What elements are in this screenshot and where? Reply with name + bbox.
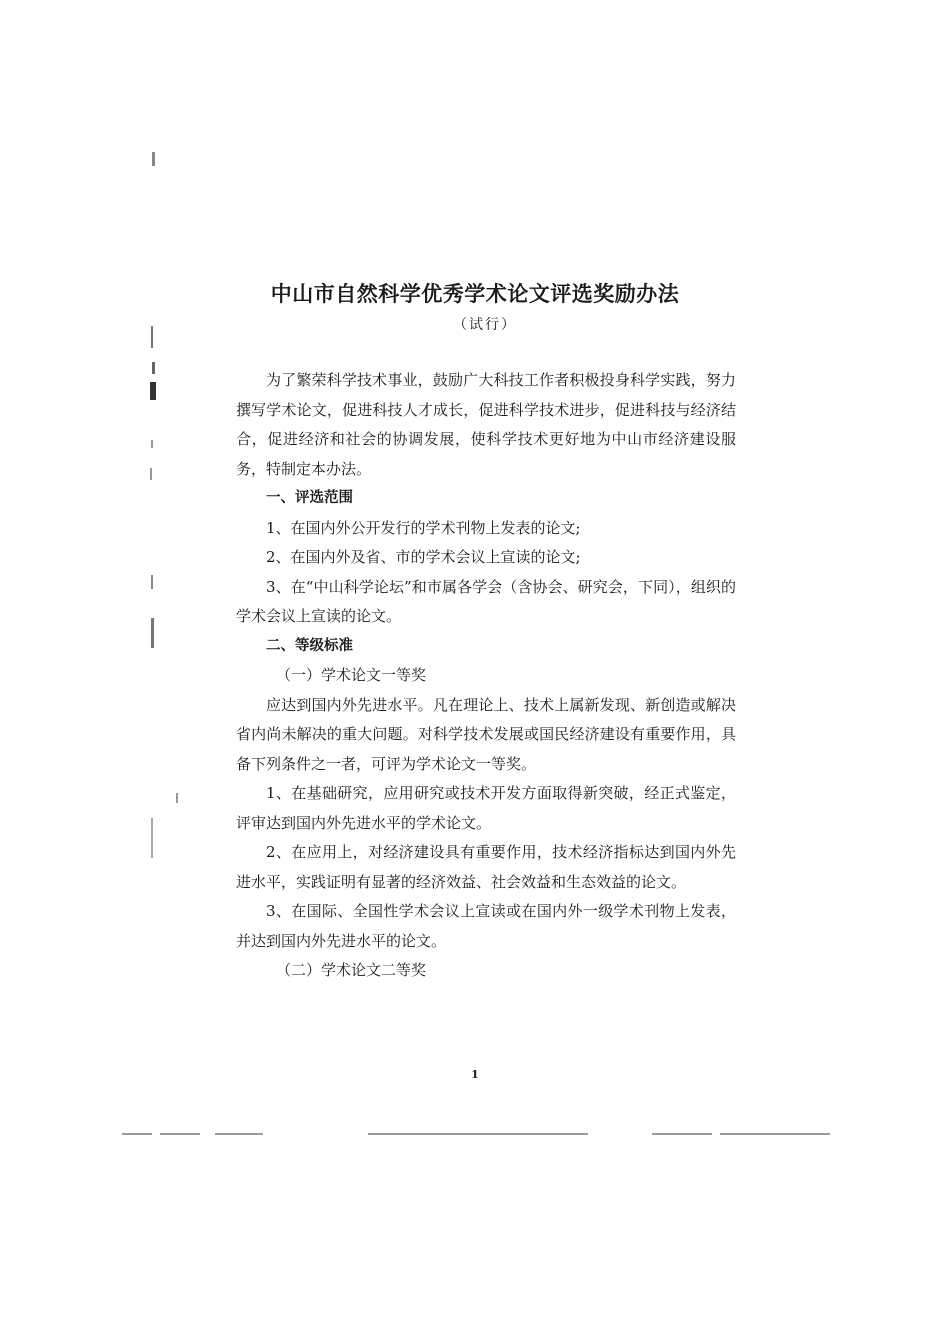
scan-mark bbox=[152, 362, 155, 374]
scan-mark bbox=[151, 440, 153, 448]
scan-mark bbox=[151, 575, 153, 589]
list-item: 1、在基础研究，应用研究或技术开发方面取得新突破，经正式鉴定，评审达到国内外先进水平的学术论文。 bbox=[236, 784, 736, 832]
scan-line bbox=[215, 1133, 263, 1135]
section-heading: 一、评选范围 bbox=[266, 490, 353, 506]
page-number: 1 bbox=[471, 1068, 479, 1081]
scan-mark bbox=[151, 818, 153, 858]
list-item: 1、在国内外公开发行的学术刊物上发表的论文; bbox=[266, 518, 581, 537]
scan-line bbox=[122, 1133, 152, 1135]
list-item: 3、在国际、全国性学术会议上宣读或在国内外一级学术刊物上发表，并达到国内外先进水平的论文。 bbox=[236, 902, 736, 950]
scan-mark bbox=[176, 793, 178, 803]
document-subtitle: （试行） bbox=[453, 317, 517, 333]
list-item: 2、在国内外及省、市的学术会议上宣读的论文; bbox=[266, 548, 581, 566]
subsection-heading: （一）学术论文一等奖 bbox=[276, 666, 427, 684]
document-body bbox=[236, 366, 736, 986]
scan-line bbox=[368, 1133, 588, 1135]
scan-line bbox=[160, 1133, 200, 1135]
scan-mark bbox=[151, 618, 154, 648]
scan-mark bbox=[150, 468, 152, 480]
body-paragraph: 应达到国内外先进水平。凡在理论上、技术上属新发现、新创造或解决省内尚未解决的重大问题。对科学技术发展或国民经济建设有重要作用，具备下列条件之一者，可评为学术论文一等奖。 bbox=[236, 695, 736, 773]
scan-mark bbox=[152, 152, 155, 166]
list-item: 3、在“中山科学论坛”和市属各学会（含协会、研究会，下同），组织的学术会议上宣读的论文。 bbox=[236, 577, 736, 625]
list-item: 2、在应用上，对经济建设具有重要作用，技术经济指标达到国内外先进水平，实践证明有显著的经济效益、社会效益和生态效益的论文。 bbox=[236, 843, 736, 891]
subsection-heading: （二）学术论文二等奖 bbox=[276, 961, 427, 979]
scan-mark bbox=[150, 382, 156, 400]
intro-paragraph: 为了繁荣科学技术事业，鼓励广大科技工作者积极投身科学实践，努力撰写学术论文，促进科技人才成长，促进科学技术进步，促进科技与经济结合，促进经济和社会的协调发展，使科学技术更好地为中山市经济建设服务，特制定本办法。 bbox=[236, 371, 736, 478]
scan-line bbox=[652, 1133, 712, 1135]
scan-line bbox=[720, 1133, 830, 1135]
section-heading: 二、等级标准 bbox=[266, 637, 353, 654]
document-title: 中山市自然科学优秀学术论文评选奖励办法 bbox=[270, 282, 680, 306]
